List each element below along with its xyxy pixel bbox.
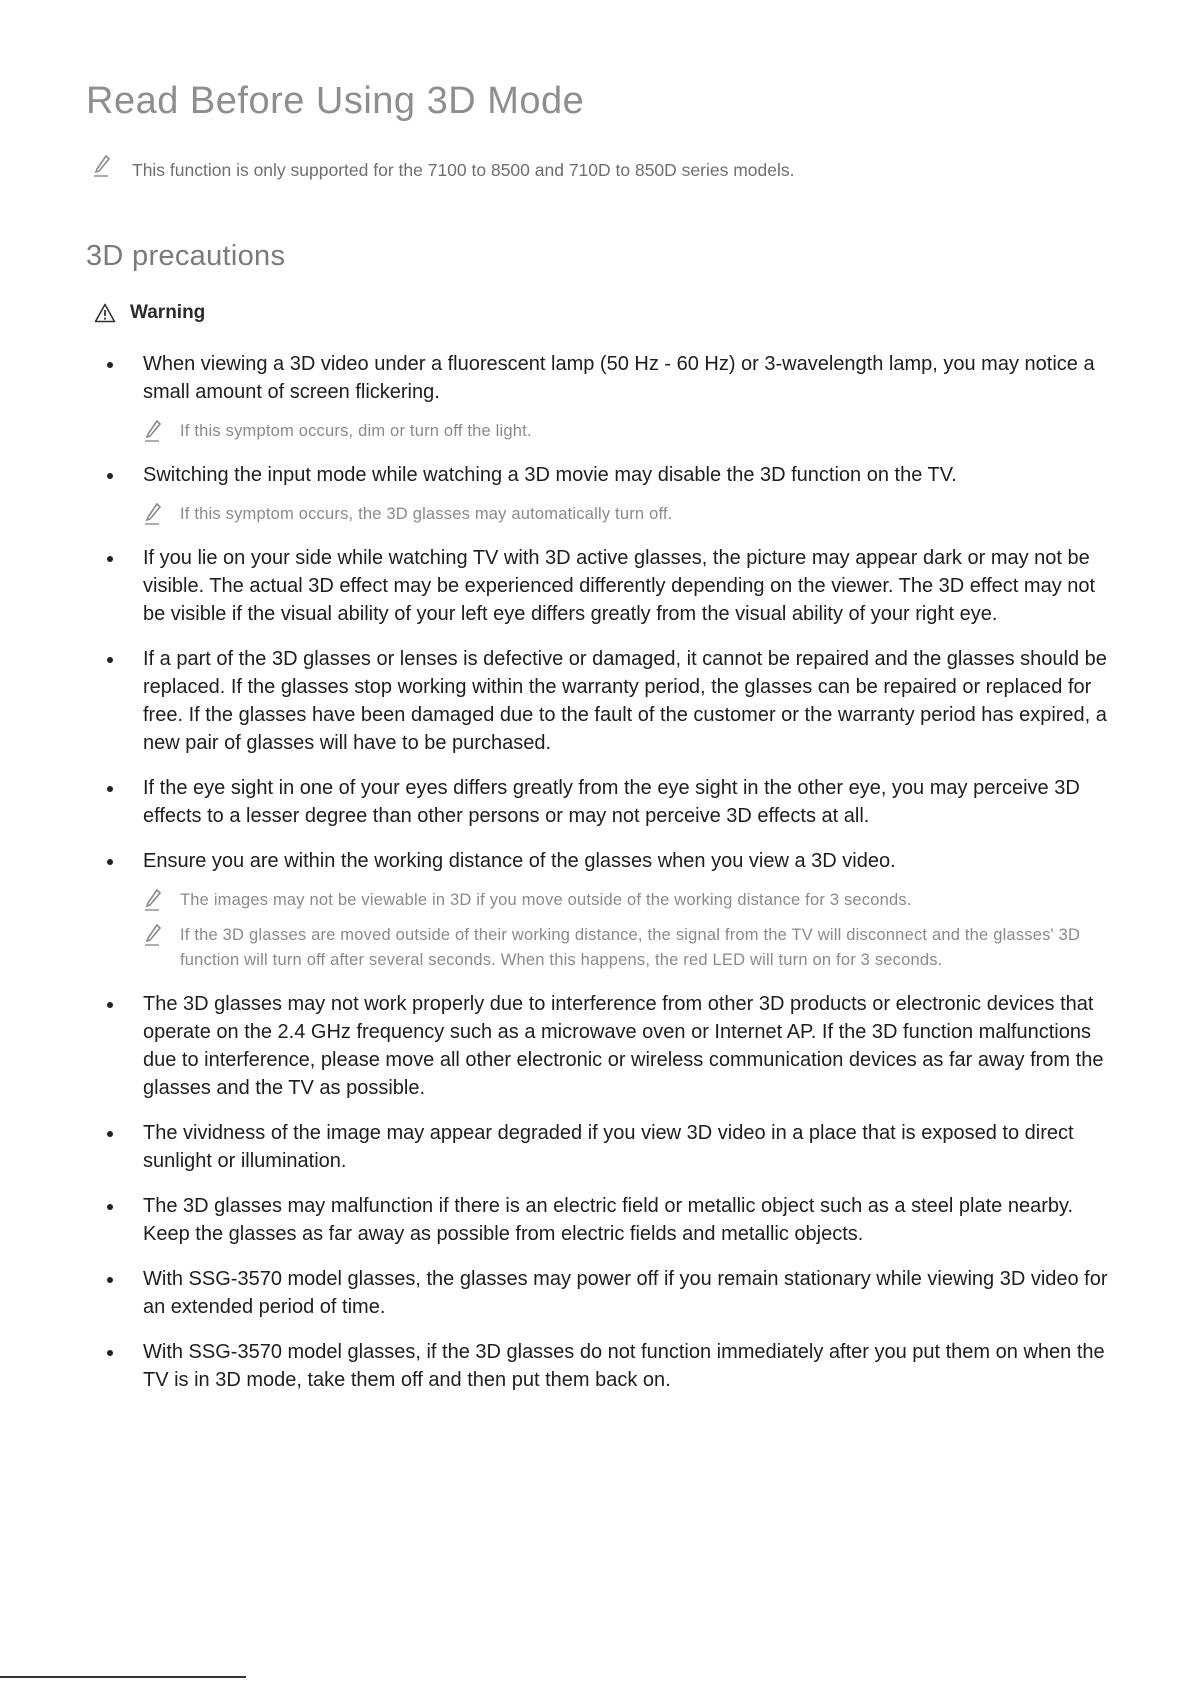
list-item-text: The 3D glasses may malfunction if there is an electric field or metallic object such as a steel plate nearby. Keep the glasses as far away as possible from electric fields and metallic objects. [143, 1195, 1074, 1245]
list-item-note [143, 888, 1120, 913]
list-item [100, 1338, 1120, 1394]
bullet-icon [107, 473, 113, 479]
warning-icon [94, 303, 116, 323]
list-item [100, 645, 1120, 757]
bullet-icon [107, 786, 113, 792]
list-item [100, 1192, 1120, 1248]
pencil-note-icon [92, 154, 112, 178]
list-item [100, 350, 1120, 444]
list-item-text: If you lie on your side while watching TV with 3D active glasses, the picture may appear dark or may not be visible. The actual 3D effect may be experienced differently depending on the viewer. The 3D effect may not be visible if the visual ability of your left eye differs greatly from the visual ability of your right eye. [143, 547, 1096, 625]
list-item [100, 1265, 1120, 1321]
list-item-text: Ensure you are within the working distance of the glasses when you view a 3D video. [143, 850, 896, 872]
list-item-text: If a part of the 3D glasses or lenses is defective or damaged, it cannot be repaired and the glasses should be replaced. If the glasses stop working within the warranty period, the glasses can be repaired or replaced for free. If the glasses have been damaged due to the fault of the customer or the warranty period has expired, a new pair of glasses will have to be purchased. [143, 648, 1107, 754]
note-text: The images may not be viewable in 3D if you move outside of the working distance for 3 seconds. [180, 891, 912, 909]
list-item-text: Switching the input mode while watching a 3D movie may disable the 3D function on the TV. [143, 464, 957, 486]
list-item [100, 990, 1120, 1102]
page-title: Read Before Using 3D Mode [86, 80, 585, 122]
bullet-icon [107, 1204, 113, 1210]
list-item-text: With SSG-3570 model glasses, the glasses may power off if you remain stationary while viewing 3D video for an extended period of time. [143, 1268, 1108, 1318]
intro-note-text: This function is only supported for the 7100 to 8500 and 710D to 850D series models. [132, 160, 795, 180]
pencil-note-icon [143, 888, 163, 912]
bullet-icon [107, 362, 113, 368]
note-text: If this symptom occurs, the 3D glasses may automatically turn off. [180, 505, 673, 523]
note-text: If this symptom occurs, dim or turn off the light. [180, 422, 532, 440]
footer-rule [0, 1676, 246, 1678]
section-title: 3D precautions [86, 240, 286, 272]
bullet-icon [107, 1277, 113, 1283]
bullet-icon [107, 657, 113, 663]
list-item [100, 544, 1120, 628]
bullet-icon [107, 1350, 113, 1356]
bullet-icon [107, 1002, 113, 1008]
bullet-icon [107, 556, 113, 562]
list-item [100, 847, 1120, 973]
list-item-note [143, 923, 1120, 973]
list-item [100, 774, 1120, 830]
pencil-note-icon [143, 502, 163, 526]
warning-label: Warning [130, 302, 206, 323]
intro-note [94, 160, 795, 181]
pencil-note-icon [143, 419, 163, 443]
note-text: If the 3D glasses are moved outside of their working distance, the signal from the TV will disconnect and the glasses' 3D function will turn off after several seconds. When this happens, the red LED will turn on for 3 seconds. [180, 926, 1081, 969]
list-item-note [143, 502, 1120, 527]
list-item-note [143, 419, 1120, 444]
list-item [100, 461, 1120, 527]
list-item-text: If the eye sight in one of your eyes differs greatly from the eye sight in the other eye, you may perceive 3D effects to a lesser degree than other persons or may not perceive 3D effects at all. [143, 777, 1080, 827]
list-item [100, 1119, 1120, 1175]
warning-heading [94, 302, 205, 324]
precautions-list [100, 350, 1120, 1411]
list-item-text: The vividness of the image may appear degraded if you view 3D video in a place that is exposed to direct sunlight or illumination. [143, 1122, 1074, 1172]
list-item-text: When viewing a 3D video under a fluorescent lamp (50 Hz - 60 Hz) or 3-wavelength lamp, you may notice a small amount of screen flickering. [143, 353, 1095, 403]
pencil-note-icon [143, 923, 163, 947]
list-item-text: With SSG-3570 model glasses, if the 3D glasses do not function immediately after you put them on when the TV is in 3D mode, take them off and then put them back on. [143, 1341, 1105, 1391]
bullet-icon [107, 1131, 113, 1137]
list-item-text: The 3D glasses may not work properly due to interference from other 3D products or electronic devices that operate on the 2.4 GHz frequency such as a microwave oven or Internet AP. If the 3D function malfunctions due to interference, please move all other electronic or wireless communication devices as far away from the glasses and the TV as possible. [143, 993, 1104, 1099]
bullet-icon [107, 859, 113, 865]
